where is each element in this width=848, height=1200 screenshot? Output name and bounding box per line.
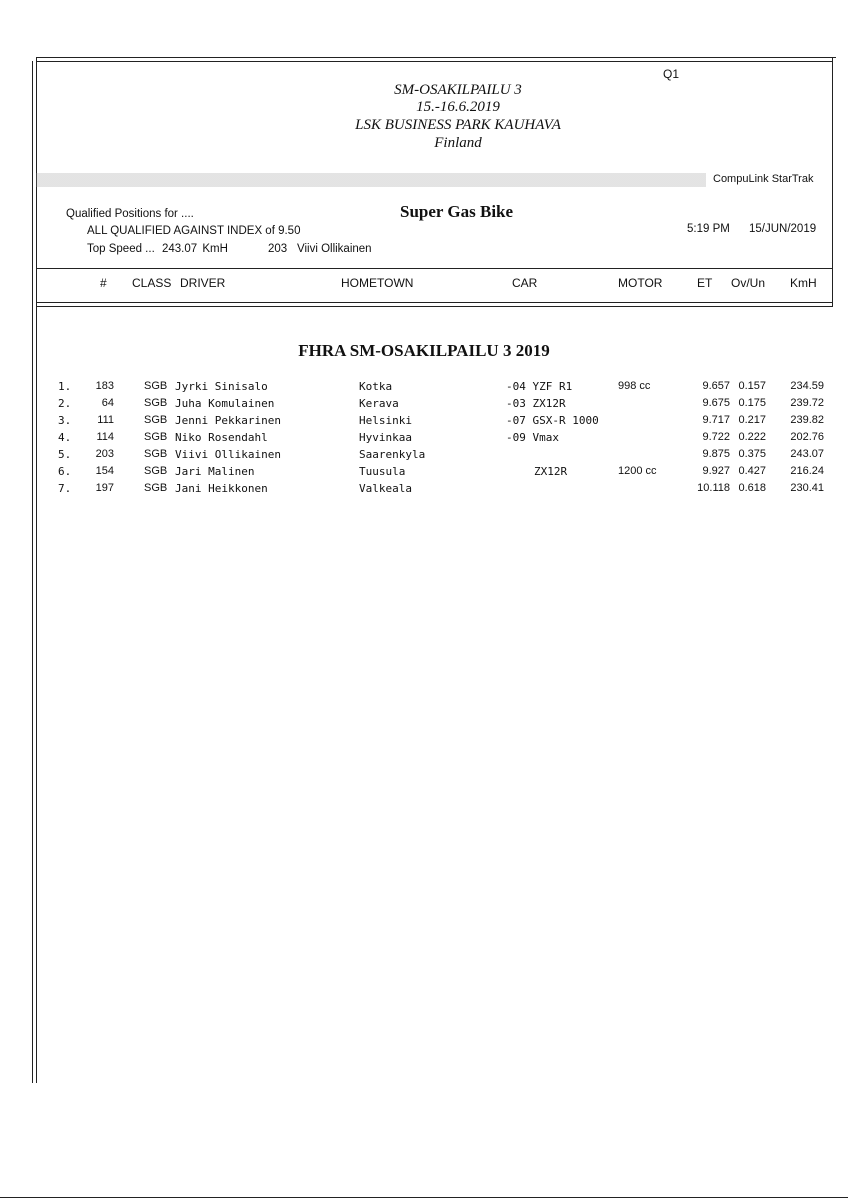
header-divider: [36, 268, 832, 269]
table-row: [0, 431, 848, 448]
ovun: 0.222: [738, 431, 766, 443]
event-name: SM-OSAKILPAILU 3: [394, 82, 522, 98]
et: 10.118: [697, 482, 730, 494]
columns-divider-bottom: [36, 306, 832, 307]
kmh: 216.24: [790, 465, 824, 477]
class: SGB: [144, 414, 168, 426]
kmh: 202.76: [790, 431, 824, 443]
table-row: [0, 465, 848, 482]
hometown: Hyvinkaa: [359, 431, 412, 444]
car-number: 114: [96, 431, 114, 443]
position: 4.: [58, 431, 72, 444]
motor: 1200 cc: [618, 465, 657, 477]
motor: 998 cc: [618, 380, 651, 392]
car: -07 GSX-R 1000: [506, 414, 599, 427]
class: SGB: [144, 380, 168, 392]
table-row: [0, 448, 848, 465]
col-header-hometown: HOMETOWN: [341, 276, 414, 290]
top-speed-driver: Viivi Ollikainen: [297, 243, 372, 255]
class: SGB: [144, 431, 168, 443]
table-row: [0, 397, 848, 414]
hometown: Kerava: [359, 397, 399, 410]
venue: LSK BUSINESS PARK KAUHAVA: [355, 117, 561, 133]
ovun: 0.217: [738, 414, 766, 426]
et: 9.675: [702, 397, 730, 409]
car-number: 197: [95, 482, 114, 494]
driver: Jari Malinen: [175, 465, 255, 478]
hometown: Valkeala: [359, 482, 412, 495]
car: -09 Vmax: [506, 431, 559, 444]
col-header-car: CAR: [512, 276, 538, 290]
top-speed-label: Top Speed ...: [87, 243, 155, 255]
left-border-outer: [32, 61, 33, 1083]
hometown: Saarenkyla: [359, 448, 426, 461]
brand-label: CompuLink StarTrak: [713, 173, 814, 185]
page-bottom-line: [0, 1197, 848, 1198]
section-title: FHRA SM-OSAKILPAILU 3 2019: [298, 341, 550, 360]
col-header-class: CLASS: [132, 276, 172, 290]
driver: Niko Rosendahl: [175, 431, 268, 444]
table-row: [0, 380, 848, 397]
col-header-driver: DRIVER: [180, 276, 226, 290]
report-time: 5:19 PM: [687, 223, 730, 235]
class: SGB: [144, 397, 168, 409]
table-row: [0, 414, 848, 431]
position: 2.: [58, 397, 72, 410]
top-speed-value: 243.07: [161, 243, 198, 255]
col-header-num: #: [100, 276, 107, 290]
report-date: 15/JUN/2019: [749, 223, 817, 235]
hometown: Tuusula: [359, 465, 406, 478]
country: Finland: [434, 135, 482, 151]
driver: Jani Heikkonen: [175, 482, 268, 495]
car: -03 ZX12R: [506, 397, 566, 410]
position: 6.: [58, 465, 72, 478]
dotted-separator: [36, 173, 706, 187]
top-border: [36, 57, 836, 58]
et: 9.875: [702, 448, 730, 460]
kmh: 239.82: [790, 414, 824, 426]
position: 3.: [58, 414, 72, 427]
kmh: 239.72: [790, 397, 824, 409]
class: SGB: [144, 448, 168, 460]
car: -04 YZF R1: [506, 380, 573, 393]
class-title: Super Gas Bike: [400, 202, 514, 221]
col-header-ovun: Ov/Un: [731, 276, 766, 290]
car: ZX12R: [534, 465, 568, 478]
et: 9.722: [702, 431, 730, 443]
class: SGB: [144, 482, 168, 494]
qualified-label: Qualified Positions for ....: [66, 208, 194, 220]
ovun: 0.157: [738, 380, 766, 392]
driver: Viivi Ollikainen: [175, 448, 281, 461]
ovun: 0.427: [738, 465, 766, 477]
top-speed-line: [87, 243, 228, 255]
top-speed-number: 203: [268, 243, 288, 255]
et: 9.927: [702, 465, 730, 477]
kmh: 230.41: [790, 482, 824, 494]
driver: Juha Komulainen: [175, 397, 275, 410]
columns-divider-top: [36, 302, 832, 303]
car-number: 111: [97, 414, 114, 426]
top-border-inner: [36, 61, 832, 62]
ovun: 0.175: [738, 397, 766, 409]
kmh: 243.07: [790, 448, 824, 460]
car-number: 154: [95, 465, 114, 477]
driver: Jenni Pekkarinen: [175, 414, 281, 427]
car-number: 64: [101, 397, 114, 409]
col-header-motor: MOTOR: [618, 276, 663, 290]
ovun: 0.375: [738, 448, 766, 460]
left-border: [36, 57, 37, 1083]
car-number: 183: [95, 380, 114, 392]
col-header-kmh: KmH: [790, 276, 817, 290]
et: 9.657: [702, 380, 730, 392]
hometown: Helsinki: [359, 414, 412, 427]
right-border: [832, 57, 833, 307]
position: 7.: [58, 482, 72, 495]
position: 5.: [58, 448, 72, 461]
car-number: 203: [95, 448, 114, 460]
kmh: 234.59: [790, 380, 824, 392]
hometown: Kotka: [359, 380, 393, 393]
table-row: [0, 482, 848, 499]
index-line: ALL QUALIFIED AGAINST INDEX of 9.50: [87, 225, 301, 237]
et: 9.717: [702, 414, 730, 426]
driver: Jyrki Sinisalo: [175, 380, 268, 393]
position: 1.: [58, 380, 72, 393]
col-header-et: ET: [697, 276, 713, 290]
top-speed-unit: KmH: [202, 243, 228, 255]
class: SGB: [144, 465, 168, 477]
event-dates: 15.-16.6.2019: [416, 99, 500, 115]
sheet-code: Q1: [663, 67, 680, 81]
ovun: 0.618: [738, 482, 766, 494]
